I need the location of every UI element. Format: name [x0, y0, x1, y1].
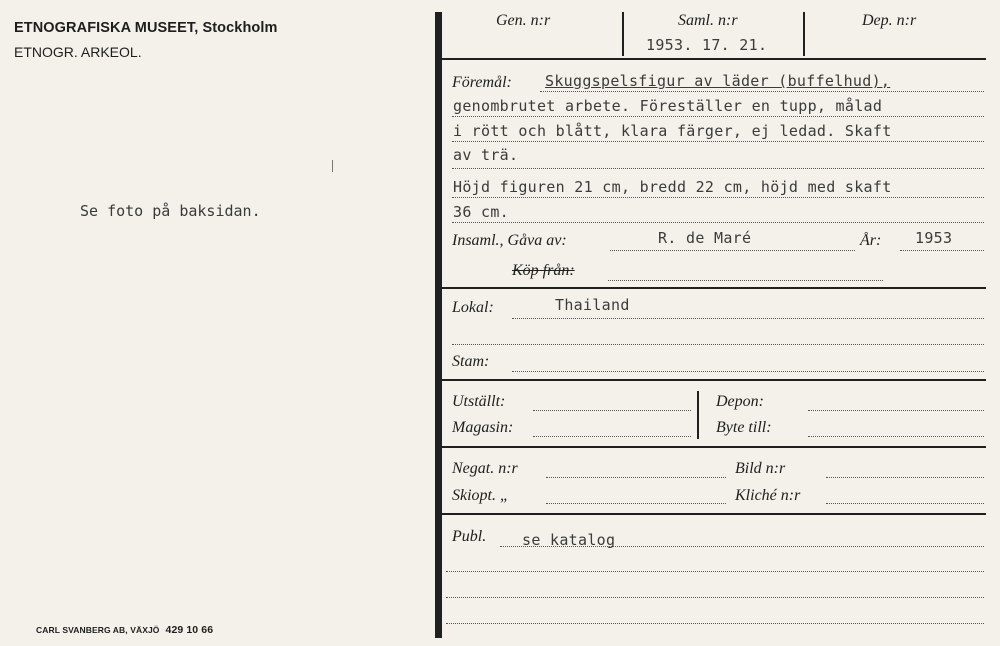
foremal-line-3: i rött och blått, klara färger, ej ledad. Skaft [453, 122, 892, 140]
saml-nr-label: Saml. n:r [678, 12, 738, 29]
stam-label: Stam: [452, 353, 490, 370]
kop-fran-label: Köp från: [512, 262, 575, 279]
utstallt-label: Utställt: [452, 393, 506, 410]
dep-nr-label: Dep. n:r [862, 12, 917, 29]
publ-label: Publ. [452, 528, 487, 545]
department-name: ETNOGR. ARKEOL. [14, 44, 142, 60]
photo-note: Se foto på baksidan. [80, 202, 261, 220]
museum-name: ETNOGRAFISKA MUSEET, Stockholm [14, 20, 278, 36]
placering-divider [697, 391, 699, 439]
dotted-line [446, 623, 984, 624]
foremal-line-6: 36 cm. [453, 203, 509, 221]
dotted-line [610, 250, 855, 251]
foremal-label: Föremål: [452, 74, 512, 91]
dotted-line [452, 344, 984, 345]
dotted-line [512, 371, 984, 372]
dotted-line [452, 141, 984, 142]
giver-label: Insaml., Gåva av: [452, 232, 567, 249]
fold-mark [332, 160, 333, 172]
number-divider-1 [622, 12, 624, 56]
dotted-line [446, 571, 984, 572]
form-divider [435, 12, 442, 638]
depon-label: Depon: [716, 393, 764, 410]
giver-value: R. de Maré [658, 229, 752, 247]
lokal-label: Lokal: [452, 299, 494, 316]
byte-label: Byte till: [716, 419, 772, 436]
dotted-line [452, 222, 984, 223]
dotted-line [808, 436, 984, 437]
gen-nr-label: Gen. n:r [496, 12, 551, 29]
kliche-label: Kliché n:r [735, 487, 801, 504]
foremal-line-5: Höjd figuren 21 cm, bredd 22 cm, höjd med skaft [453, 178, 892, 196]
printer-code: 429 10 66 [165, 624, 214, 636]
dotted-line [512, 318, 984, 319]
number-divider-2 [803, 12, 805, 56]
dotted-line [546, 503, 726, 504]
dotted-line [826, 477, 984, 478]
printer-imprint [36, 624, 213, 636]
magasin-label: Magasin: [452, 419, 514, 436]
dotted-line [826, 503, 984, 504]
year-value: 1953 [915, 229, 953, 247]
foremal-line-1: Skuggspelsfigur av läder (buffelhud), [545, 72, 891, 90]
dotted-line [533, 410, 691, 411]
rule-5 [442, 513, 986, 515]
bild-label: Bild n:r [735, 460, 786, 477]
dotted-line [452, 168, 984, 169]
dotted-line [808, 410, 984, 411]
lokal-value: Thailand [555, 296, 630, 314]
foremal-line-4: av trä. [453, 146, 519, 164]
dotted-line [446, 597, 984, 598]
skiopt-label: Skiopt. „ [452, 487, 509, 504]
rule-3 [442, 379, 986, 381]
rule-1 [442, 58, 986, 60]
saml-nr-value: 1953. 17. 21. [646, 36, 768, 54]
publ-value: se katalog [522, 531, 616, 549]
dotted-line [540, 91, 984, 92]
dotted-line [900, 250, 984, 251]
rule-2 [442, 287, 986, 289]
dotted-line [546, 477, 726, 478]
dotted-line [500, 546, 984, 547]
foremal-line-2: genombrutet arbete. Föreställer en tupp, målad [453, 97, 883, 115]
rule-4 [442, 446, 986, 448]
dotted-line [608, 280, 883, 281]
negat-label: Negat. n:r [452, 460, 518, 477]
dotted-line [452, 116, 984, 117]
dotted-line [533, 436, 691, 437]
dotted-line [452, 197, 984, 198]
year-label: År: [860, 232, 882, 249]
printer-name: CARL SVANBERG AB, VÄXJÖ [36, 625, 160, 635]
